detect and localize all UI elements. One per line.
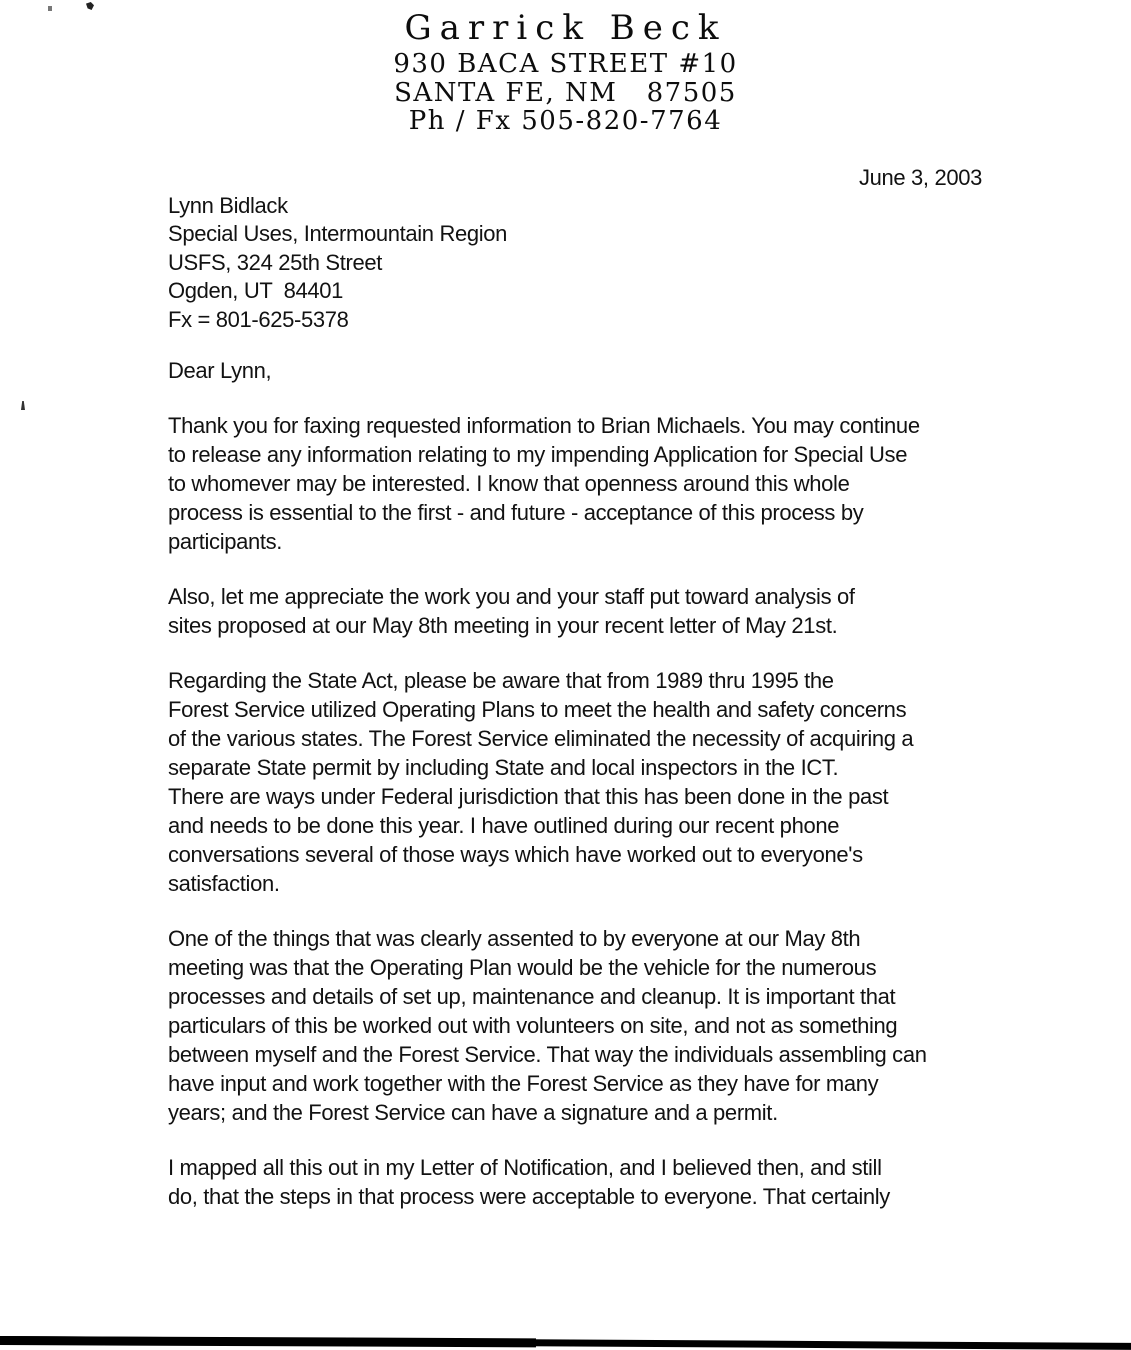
text-line: Regarding the State Act, please be aware that from 1989 thru 1995 the xyxy=(168,668,834,693)
text-line: Ph / Fx 505-820-7764 xyxy=(408,106,723,136)
text-line: SANTA FE, NM 87505 xyxy=(394,77,737,108)
paragraph xyxy=(168,924,927,1127)
text-line: USFS, 324 25th Street xyxy=(168,249,382,275)
text-line: Forest Service utilized Operating Plans to meet the health and safety concerns xyxy=(168,697,907,722)
text-line: and needs to be done this year. I have outlined during our recent phone xyxy=(168,813,840,838)
text-line: meeting was that the Operating Plan would be the vehicle for the numerous xyxy=(168,955,877,980)
sender-name: Garrick Beck xyxy=(404,8,727,48)
text-line: Special Uses, Intermountain Region xyxy=(168,221,508,247)
text-line: 930 BACA STREET #10 xyxy=(393,49,738,79)
sender-address xyxy=(0,50,1131,136)
letter-date: June 3, 2003 xyxy=(858,165,982,190)
text-line: satisfaction. xyxy=(168,871,280,896)
text-line: particulars of this be worked out with volunteers on site, and not as something xyxy=(168,1013,898,1038)
paragraph xyxy=(168,582,927,640)
text-line: to whomever may be interested. I know that openness around this whole xyxy=(168,471,850,496)
text-line: do, that the steps in that process were acceptable to everyone. That certainly xyxy=(168,1184,890,1209)
letter-body xyxy=(168,411,927,1237)
text-line: years; and the Forest Service can have a signature and a permit. xyxy=(168,1100,778,1125)
text-line: There are ways under Federal jurisdiction that this has been done in the past xyxy=(168,784,889,809)
text-line: process is essential to the first - and future - acceptance of this process by xyxy=(168,500,864,525)
text-line: of the various states. The Forest Service eliminated the necessity of acquiring a xyxy=(168,726,914,751)
text-line: separate State permit by including State and local inspectors in the ICT. xyxy=(168,755,839,780)
scan-speck xyxy=(21,401,25,410)
scan-artifact-bar xyxy=(0,1336,1131,1350)
text-line: have input and work together with the Forest Service as they have for many xyxy=(168,1071,879,1096)
text-line: sites proposed at our May 8th meeting in your recent letter of May 21st. xyxy=(168,613,838,638)
text-line: Lynn Bidlack xyxy=(168,193,288,218)
text-line: conversations several of those ways which have worked out to everyone's xyxy=(168,842,863,867)
paragraph xyxy=(168,411,927,556)
text-line: Also, let me appreciate the work you and your staff put toward analysis of xyxy=(168,584,855,609)
text-line: Thank you for faxing requested information to Brian Michaels. You may continue xyxy=(168,413,920,438)
text-line: I mapped all this out in my Letter of Notification, and I believed then, and still xyxy=(168,1155,882,1180)
text-line: processes and details of set up, maintenance and cleanup. It is important that xyxy=(168,984,896,1009)
text-line: participants. xyxy=(168,529,283,554)
letterhead xyxy=(0,6,1131,136)
text-line: Fx = 801-625-5378 xyxy=(168,306,349,332)
text-line: between myself and the Forest Service. That way the individuals assembling can xyxy=(168,1042,927,1067)
text-line: Ogden, UT 84401 xyxy=(168,278,344,304)
recipient-address xyxy=(168,192,507,334)
text-line: One of the things that was clearly assented to by everyone at our May 8th xyxy=(168,926,861,951)
paragraph xyxy=(168,1153,927,1211)
text-line: to release any information relating to my impending Application for Special Use xyxy=(168,442,908,467)
salutation: Dear Lynn, xyxy=(168,358,272,383)
paragraph xyxy=(168,666,927,898)
